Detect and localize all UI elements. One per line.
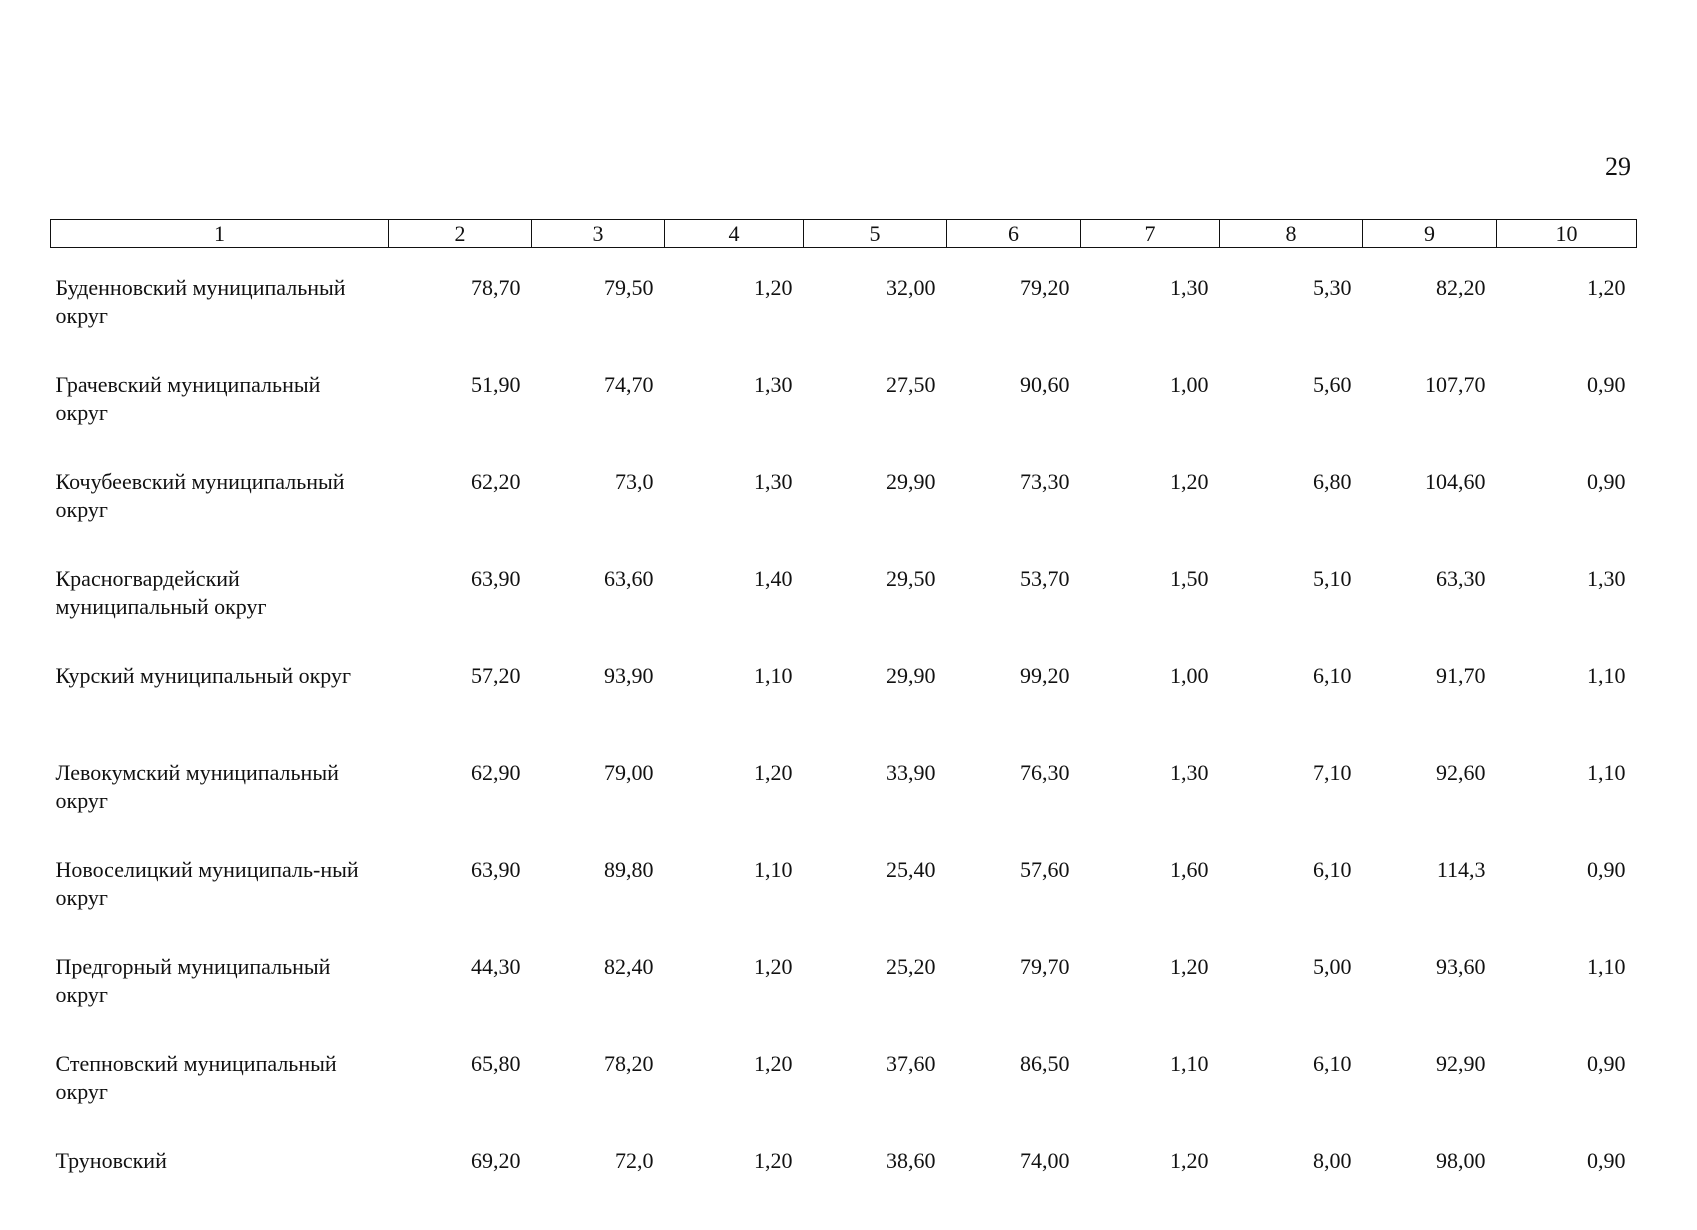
table-row: [51, 842, 1637, 939]
value-cell-col-2: 44,30: [389, 939, 532, 1036]
table-row: [51, 1133, 1637, 1230]
value-cell-col-3: 72,0: [532, 1133, 665, 1230]
column-header-10: 10: [1497, 220, 1637, 248]
value-cell-col-4: 1,20: [665, 1036, 804, 1133]
value-cell-col-10: 1,10: [1497, 939, 1637, 1036]
table-row: [51, 745, 1637, 842]
value-cell-col-5: 25,40: [804, 842, 947, 939]
value-cell-col-8: 6,10: [1220, 1036, 1363, 1133]
value-cell-col-10: 0,90: [1497, 357, 1637, 454]
value-cell-col-5: 29,90: [804, 454, 947, 551]
value-cell-col-4: 1,30: [665, 454, 804, 551]
value-cell-col-8: 5,10: [1220, 551, 1363, 648]
value-cell-col-6: 79,70: [947, 939, 1081, 1036]
value-cell-col-8: 6,80: [1220, 454, 1363, 551]
column-header-9: 9: [1363, 220, 1497, 248]
value-cell-col-7: 1,20: [1081, 454, 1220, 551]
value-cell-col-6: 79,20: [947, 260, 1081, 357]
value-cell-col-10: 1,20: [1497, 260, 1637, 357]
value-cell-col-5: 25,20: [804, 939, 947, 1036]
value-cell-col-5: 29,50: [804, 551, 947, 648]
column-header-1: 1: [51, 220, 389, 248]
value-cell-col-2: 63,90: [389, 842, 532, 939]
district-name: Труновский: [51, 1133, 389, 1230]
value-cell-col-2: 65,80: [389, 1036, 532, 1133]
value-cell-col-7: 1,50: [1081, 551, 1220, 648]
table-body: [51, 248, 1637, 1230]
value-cell-col-4: 1,20: [665, 745, 804, 842]
table-row: [51, 357, 1637, 454]
value-cell-col-10: 0,90: [1497, 1133, 1637, 1230]
value-cell-col-3: 82,40: [532, 939, 665, 1036]
column-header-5: 5: [804, 220, 947, 248]
value-cell-col-10: 0,90: [1497, 1036, 1637, 1133]
district-name: Буденновский муниципальный округ: [51, 260, 389, 357]
value-cell-col-9: 92,90: [1363, 1036, 1497, 1133]
value-cell-col-9: 91,70: [1363, 648, 1497, 745]
column-header-2: 2: [389, 220, 532, 248]
value-cell-col-9: 63,30: [1363, 551, 1497, 648]
value-cell-col-9: 98,00: [1363, 1133, 1497, 1230]
value-cell-col-10: 0,90: [1497, 842, 1637, 939]
value-cell-col-3: 79,50: [532, 260, 665, 357]
value-cell-col-9: 107,70: [1363, 357, 1497, 454]
header-spacer: [51, 248, 1637, 261]
district-name: Левокумский муниципальный округ: [51, 745, 389, 842]
value-cell-col-3: 79,00: [532, 745, 665, 842]
column-header-7: 7: [1081, 220, 1220, 248]
district-name: Курский муниципальный округ: [51, 648, 389, 745]
value-cell-col-8: 5,30: [1220, 260, 1363, 357]
value-cell-col-7: 1,10: [1081, 1036, 1220, 1133]
header-row: [51, 220, 1637, 248]
value-cell-col-7: 1,30: [1081, 260, 1220, 357]
value-cell-col-2: 62,20: [389, 454, 532, 551]
value-cell-col-7: 1,20: [1081, 1133, 1220, 1230]
table-row: [51, 939, 1637, 1036]
value-cell-col-3: 89,80: [532, 842, 665, 939]
value-cell-col-9: 82,20: [1363, 260, 1497, 357]
value-cell-col-5: 29,90: [804, 648, 947, 745]
table-row: [51, 648, 1637, 745]
value-cell-col-8: 6,10: [1220, 842, 1363, 939]
value-cell-col-8: 5,60: [1220, 357, 1363, 454]
value-cell-col-6: 57,60: [947, 842, 1081, 939]
value-cell-col-8: 8,00: [1220, 1133, 1363, 1230]
table-row: [51, 260, 1637, 357]
value-cell-col-3: 78,20: [532, 1036, 665, 1133]
value-cell-col-8: 7,10: [1220, 745, 1363, 842]
value-cell-col-4: 1,10: [665, 648, 804, 745]
value-cell-col-9: 92,60: [1363, 745, 1497, 842]
value-cell-col-9: 104,60: [1363, 454, 1497, 551]
value-cell-col-4: 1,40: [665, 551, 804, 648]
column-header-8: 8: [1220, 220, 1363, 248]
value-cell-col-4: 1,20: [665, 260, 804, 357]
district-name: Кочубеевский муниципальный округ: [51, 454, 389, 551]
table-row: [51, 454, 1637, 551]
value-cell-col-2: 51,90: [389, 357, 532, 454]
value-cell-col-10: 1,10: [1497, 648, 1637, 745]
column-header-4: 4: [665, 220, 804, 248]
value-cell-col-4: 1,20: [665, 1133, 804, 1230]
value-cell-col-8: 6,10: [1220, 648, 1363, 745]
value-cell-col-4: 1,30: [665, 357, 804, 454]
value-cell-col-7: 1,00: [1081, 357, 1220, 454]
district-name: Новоселицкий муниципаль-ный округ: [51, 842, 389, 939]
value-cell-col-6: 99,20: [947, 648, 1081, 745]
page-number: 29: [1605, 152, 1631, 182]
value-cell-col-3: 74,70: [532, 357, 665, 454]
table-row: [51, 1036, 1637, 1133]
value-cell-col-10: 1,30: [1497, 551, 1637, 648]
data-table: [50, 219, 1637, 1230]
value-cell-col-6: 76,30: [947, 745, 1081, 842]
column-header-6: 6: [947, 220, 1081, 248]
column-header-3: 3: [532, 220, 665, 248]
value-cell-col-2: 62,90: [389, 745, 532, 842]
value-cell-col-8: 5,00: [1220, 939, 1363, 1036]
value-cell-col-4: 1,20: [665, 939, 804, 1036]
value-cell-col-10: 0,90: [1497, 454, 1637, 551]
district-name: Предгорный муниципальный округ: [51, 939, 389, 1036]
value-cell-col-6: 86,50: [947, 1036, 1081, 1133]
value-cell-col-6: 53,70: [947, 551, 1081, 648]
value-cell-col-7: 1,00: [1081, 648, 1220, 745]
value-cell-col-10: 1,10: [1497, 745, 1637, 842]
value-cell-col-6: 74,00: [947, 1133, 1081, 1230]
value-cell-col-5: 27,50: [804, 357, 947, 454]
value-cell-col-2: 78,70: [389, 260, 532, 357]
value-cell-col-5: 33,90: [804, 745, 947, 842]
table-row: [51, 551, 1637, 648]
value-cell-col-5: 32,00: [804, 260, 947, 357]
value-cell-col-6: 73,30: [947, 454, 1081, 551]
value-cell-col-9: 114,3: [1363, 842, 1497, 939]
value-cell-col-9: 93,60: [1363, 939, 1497, 1036]
value-cell-col-3: 93,90: [532, 648, 665, 745]
value-cell-col-7: 1,20: [1081, 939, 1220, 1036]
table-header: [51, 220, 1637, 248]
district-name: Грачевский муниципальный округ: [51, 357, 389, 454]
value-cell-col-5: 37,60: [804, 1036, 947, 1133]
value-cell-col-7: 1,60: [1081, 842, 1220, 939]
value-cell-col-2: 63,90: [389, 551, 532, 648]
district-name: Красногвардейский муниципальный округ: [51, 551, 389, 648]
value-cell-col-4: 1,10: [665, 842, 804, 939]
value-cell-col-6: 90,60: [947, 357, 1081, 454]
value-cell-col-7: 1,30: [1081, 745, 1220, 842]
district-name: Степновский муниципальный округ: [51, 1036, 389, 1133]
value-cell-col-3: 63,60: [532, 551, 665, 648]
value-cell-col-5: 38,60: [804, 1133, 947, 1230]
value-cell-col-2: 69,20: [389, 1133, 532, 1230]
value-cell-col-2: 57,20: [389, 648, 532, 745]
value-cell-col-3: 73,0: [532, 454, 665, 551]
